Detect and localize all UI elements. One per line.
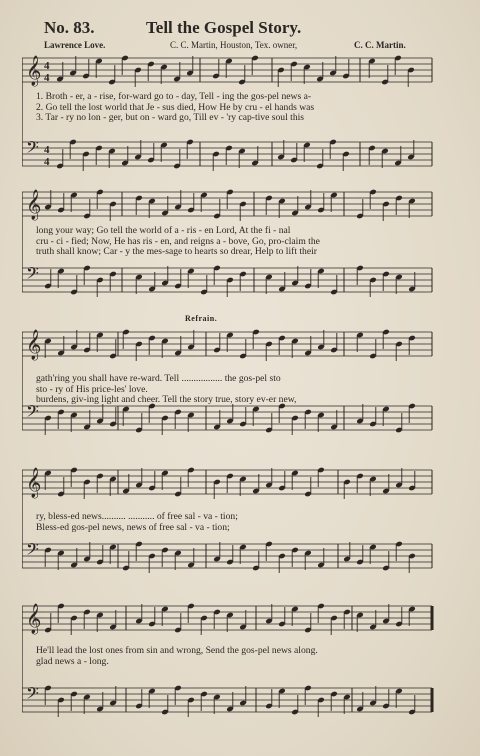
lyrics-block-2 [36,226,320,258]
lyrics-block-3 [36,374,296,406]
lyric-line: glad news a - long. [36,655,109,667]
composer: C. C. Martin. [354,40,406,50]
hymn-number: No. 83. [44,18,95,37]
lyric-line: Bless-ed gos-pel news, news of free sal - va - tion; [36,521,230,533]
lyric-line: long your way; Go tell the world of a - ris - en Lord, At the fi - nal [36,225,291,236]
bass-clef-icon: 𝄢 [26,401,39,425]
treble-clef-icon: 𝄞 [26,468,42,498]
hymn-header [0,14,480,48]
lyric-line: sto - ry of His price-les' love. [36,383,148,395]
copyright-owner: C. C. Martin, Houston, Tex. owner, [170,40,298,50]
treble-clef-icon: 𝄞 [26,330,42,360]
refrain-label: Refrain. [185,314,218,323]
lyric-line: He'll lead the lost ones from sin and wrong, Send the gos-pel news along. [36,645,318,656]
music-system-3 [22,328,434,448]
time-signature-bottom: 4 [44,72,50,84]
lyric-line: truth shall know; Car - y the mes-sage to hearts so drear, Help to lift their [36,246,317,257]
music-system-4 [22,466,434,596]
lyric-line: ry, bless-ed news.......... ........... of free sal - va - tion; [36,511,238,522]
lyricist: Lawrence Love. [44,40,106,50]
treble-clef-icon: 𝄞 [26,604,42,634]
lyrics-block-1 [36,92,314,124]
music-system-1 [22,52,434,182]
lyric-line: 3. Tar - ry no lon - ger, but on - ward go, Till ev - 'ry cap-tive soul this [36,112,305,123]
treble-clef-icon: 𝄞 [26,190,42,220]
lyric-line: gath'ring you shall have re-ward. Tell ................. the gos-pel sto [36,373,281,384]
bass-clef-icon: 𝄢 [26,539,39,563]
music-system-2 [22,188,434,312]
music-system-5 [22,602,434,740]
lyrics-block-4 [36,512,238,533]
hymn-title: Tell the Gospel Story. [146,18,302,37]
lyrics-block-5 [36,646,318,667]
bass-clef-icon: 𝄢 [26,137,39,161]
time-signature-bottom: 4 [44,156,50,168]
lyric-line: 1. Broth - er, a - rise, for-ward go to - day, Tell - ing the gos-pel news a- [36,91,312,102]
time-signature-top: 4 [44,144,50,156]
bass-clef-icon: 𝄢 [26,263,39,287]
lyric-line: cru - ci - fied; Now, He has ris - en, and reigns a - bove, Go, pro-claim the [36,235,320,247]
bass-clef-icon: 𝄢 [26,683,39,707]
staff-lines [22,602,434,740]
time-signature-top: 4 [44,60,50,72]
lyric-line: 2. Go tell the lost world that Je - sus died, How He by cru - el hands was [36,101,315,113]
treble-clef-icon: 𝄞 [26,56,42,86]
lyric-line: burdens, giv-ing light and cheer. Tell the story true, story ev-er new, [36,394,297,405]
